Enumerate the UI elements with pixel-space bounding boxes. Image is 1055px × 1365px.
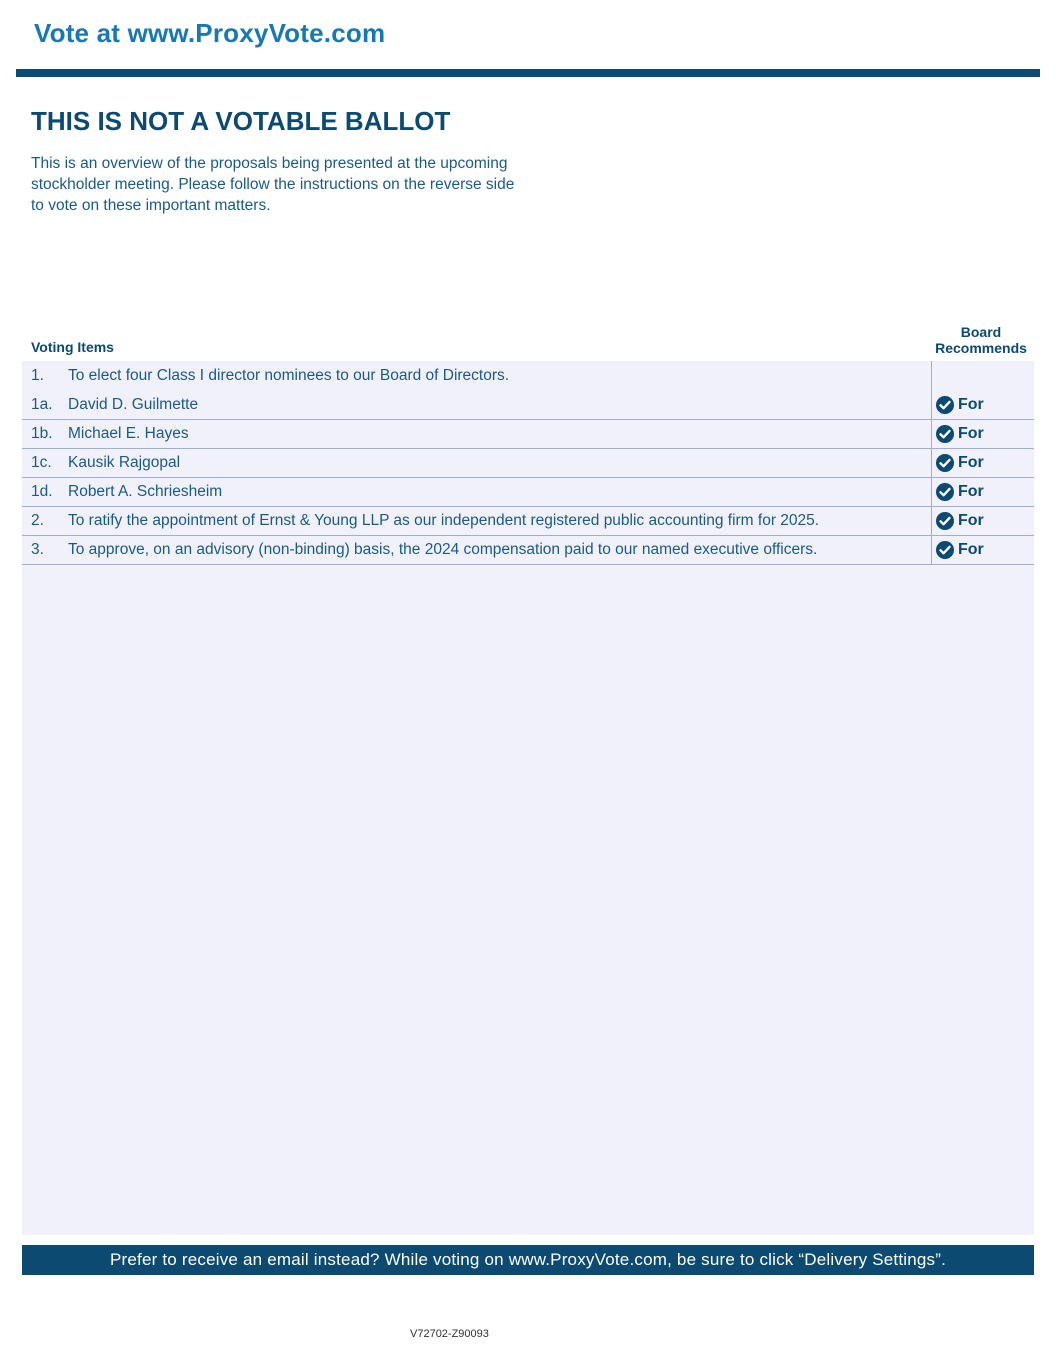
recommendation-label: For xyxy=(958,425,984,442)
item-description: Michael E. Hayes xyxy=(68,425,189,442)
board-recommends-header-line1: Board xyxy=(960,324,1002,340)
item-recommendation xyxy=(931,419,1035,448)
voting-item-row xyxy=(22,477,1034,507)
item-number: 1. xyxy=(31,367,44,384)
item-recommendation xyxy=(931,506,1035,535)
check-circle-icon xyxy=(936,483,954,501)
board-recommends-header-line2: Recommends xyxy=(935,340,1027,356)
voting-item-row xyxy=(22,361,1034,390)
item-recommendation xyxy=(931,535,1035,564)
check-circle-icon xyxy=(936,512,954,530)
check-circle-icon xyxy=(936,454,954,472)
check-circle-icon xyxy=(936,425,954,443)
item-description: To approve, on an advisory (non-binding) basis, the 2024 compensation paid to our named executive officers. xyxy=(68,541,818,558)
item-description: Robert A. Schriesheim xyxy=(68,483,223,500)
item-recommendation xyxy=(931,448,1035,477)
recommendation-label: For xyxy=(958,512,984,529)
item-recommendation xyxy=(931,361,1035,390)
voting-item-row xyxy=(22,506,1034,536)
voting-item-row xyxy=(22,535,1034,565)
item-recommendation xyxy=(931,390,1035,419)
voting-item-row xyxy=(22,419,1034,449)
recommendation-label: For xyxy=(958,396,984,413)
item-description: To ratify the appointment of Ernst & Young LLP as our independent registered public accounting firm for 2025. xyxy=(68,512,820,529)
intro-text: This is an overview of the proposals being presented at the upcoming stockholder meeting. Please follow the instructions on the reverse side to vote on these important matters. xyxy=(31,155,515,214)
ballot-heading: THIS IS NOT A VOTABLE BALLOT xyxy=(31,106,451,136)
header-divider xyxy=(16,69,1040,77)
voting-item-row xyxy=(22,448,1034,478)
item-description: To elect four Class I director nominees to our Board of Directors. xyxy=(68,367,510,384)
document-code: V72702-Z90093 xyxy=(410,1328,489,1340)
proxyvote-title: Vote at www.ProxyVote.com xyxy=(34,18,386,48)
voting-item-row xyxy=(22,390,1034,420)
item-description: David D. Guilmette xyxy=(68,396,199,413)
item-description: Kausik Rajgopal xyxy=(68,454,181,471)
recommendation-label: For xyxy=(958,541,984,558)
check-circle-icon xyxy=(936,541,954,559)
board-recommends-header xyxy=(928,324,1034,356)
item-number: 1b. xyxy=(31,425,53,442)
item-number: 1a. xyxy=(31,396,53,413)
item-recommendation xyxy=(931,477,1035,506)
voting-items-panel xyxy=(22,361,1034,1235)
voting-items-header: Voting Items xyxy=(31,339,114,355)
item-number: 3. xyxy=(31,541,44,558)
email-delivery-banner: Prefer to receive an email instead? While voting on www.ProxyVote.com, be sure to click “Delivery Settings”. xyxy=(22,1245,1034,1275)
recommendation-label: For xyxy=(958,454,984,471)
recommendation-label: For xyxy=(958,483,984,500)
item-number: 1d. xyxy=(31,483,53,500)
check-circle-icon xyxy=(936,396,954,414)
item-number: 2. xyxy=(31,512,44,529)
item-number: 1c. xyxy=(31,454,52,471)
